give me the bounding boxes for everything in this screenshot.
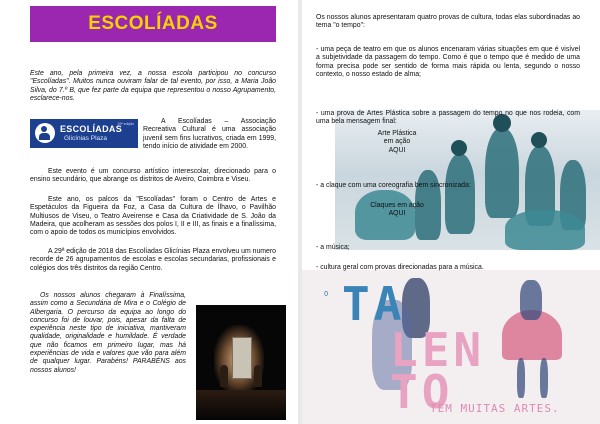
art-link[interactable]: AQUI <box>388 146 406 154</box>
page-title: ESCOLÍADAS <box>88 13 218 34</box>
poster-line-1: TA <box>342 277 406 331</box>
item-culture: - cultura geral com provas direcionadas para a música. <box>316 264 484 271</box>
art-caption <box>352 130 442 155</box>
logo-edition-text: 29ª edição <box>117 122 134 126</box>
event-paragraph: Este evento é um concurso artístico interescolar, direcionado para o ensino secundário, que abrange os distritos de Aveiro, Coimbra e Viseu. <box>30 168 276 184</box>
intro-paragraph: Este ano, pela primeira vez, a nossa escola participou no concurso "Escolíadas". Muitos nunca ouviram falar de tal evento, por isso, a Maria João Silva, do 7.º B, que fez parte da equipa que representou o nosso Agrupamento, esclarece-nos. <box>30 70 276 102</box>
talento-poster <box>302 270 600 424</box>
stage-photo <box>196 305 286 420</box>
left-page <box>0 0 298 424</box>
right-intro: Os nossos alunos apresentaram quatro provas de cultura, todas elas subordinadas ao tema "o tempo": <box>316 14 580 30</box>
title-banner <box>30 6 276 42</box>
logo-sub-text: Glicínias Plaza <box>64 135 107 142</box>
art-caption-line-1: Arte Plástica <box>377 130 417 137</box>
association-paragraph: A Escolíadas – Associação Recreativa Cultural é uma associação juvenil sem fins lucrativos, criada em 1999, tendo início de atividade em 2000. <box>143 118 276 150</box>
stage-door-prop <box>232 337 252 379</box>
logo-main-text: ESCOLÍADAS <box>60 124 123 134</box>
claque-caption <box>352 202 442 219</box>
edition-paragraph: A 29ª edição de 2018 das Escolíadas Glicínias Plaza envolveu um numero recorde de 26 agrupamentos de escolas e escolas secundarias, profissionais e colégios dos três distritos da região Centro. <box>30 248 276 272</box>
poster-line-2: LEN <box>390 323 486 377</box>
escoliadas-emblem-icon <box>35 123 55 143</box>
item-claque: - a claque com uma coreografia bem sincronizada: <box>316 182 471 189</box>
venues-paragraph: Este ano, os palcos da "Escolíadas" foram o Centro de Artes e Espetáculos da Figueira da Foz, a Casa da Cultura de Ílhavo, o Pavilhão Multiusos de Viseu, o Teatro Aveirense e Casa da Criatividade de S. João da Madeira, que acolheram as sessões dos polos I, II e III, as finais e a finalíssima, com o apoio de todos os municípios envolvidos. <box>30 196 276 237</box>
claque-caption-line-1: Claques em ação <box>370 202 424 209</box>
right-page <box>302 0 600 424</box>
poster-line-3: TO <box>390 365 454 419</box>
claque-link[interactable]: AQUI <box>388 210 406 218</box>
escoliadas-logo <box>30 119 138 148</box>
poster-tagline: TEM MUITAS ARTES. <box>430 402 560 415</box>
poster-small-o: O <box>324 290 329 298</box>
item-art: - uma prova de Artes Plástica sobre a passagem do tempo no que nos rodeia, com uma bela mensagem final: <box>316 110 580 126</box>
closing-paragraph: Os nossos alunos chegaram à Finalíssima, assim como a Secundária de Mira e o Colégio de Albergaria. O percurso da equipa ao longo do concurso foi de louvar, pois, apesar da falta de experiência neste tipo de iniciativa, mantiveram qualidade, originalidade e humildade. É verdade que não ficamos em primeiro lugar, mas há experiências de vida e valores que vão para além de qualquer lugar. Parabéns! PARABÉNS aos nossos alunos! <box>30 292 186 374</box>
art-caption-line-2: em ação <box>383 138 411 146</box>
item-theatre: - uma peça de teatro em que os alunos encenaram várias situações em que é visível a subjetividade da passagem do tempo. Como é que o tempo que é medido de uma forma precisa pode ser sentido de forma mais rápida ou lenta, segundo o nosso contexto, o nosso estado de alma; <box>316 46 580 78</box>
item-music: - a música; <box>316 244 350 251</box>
